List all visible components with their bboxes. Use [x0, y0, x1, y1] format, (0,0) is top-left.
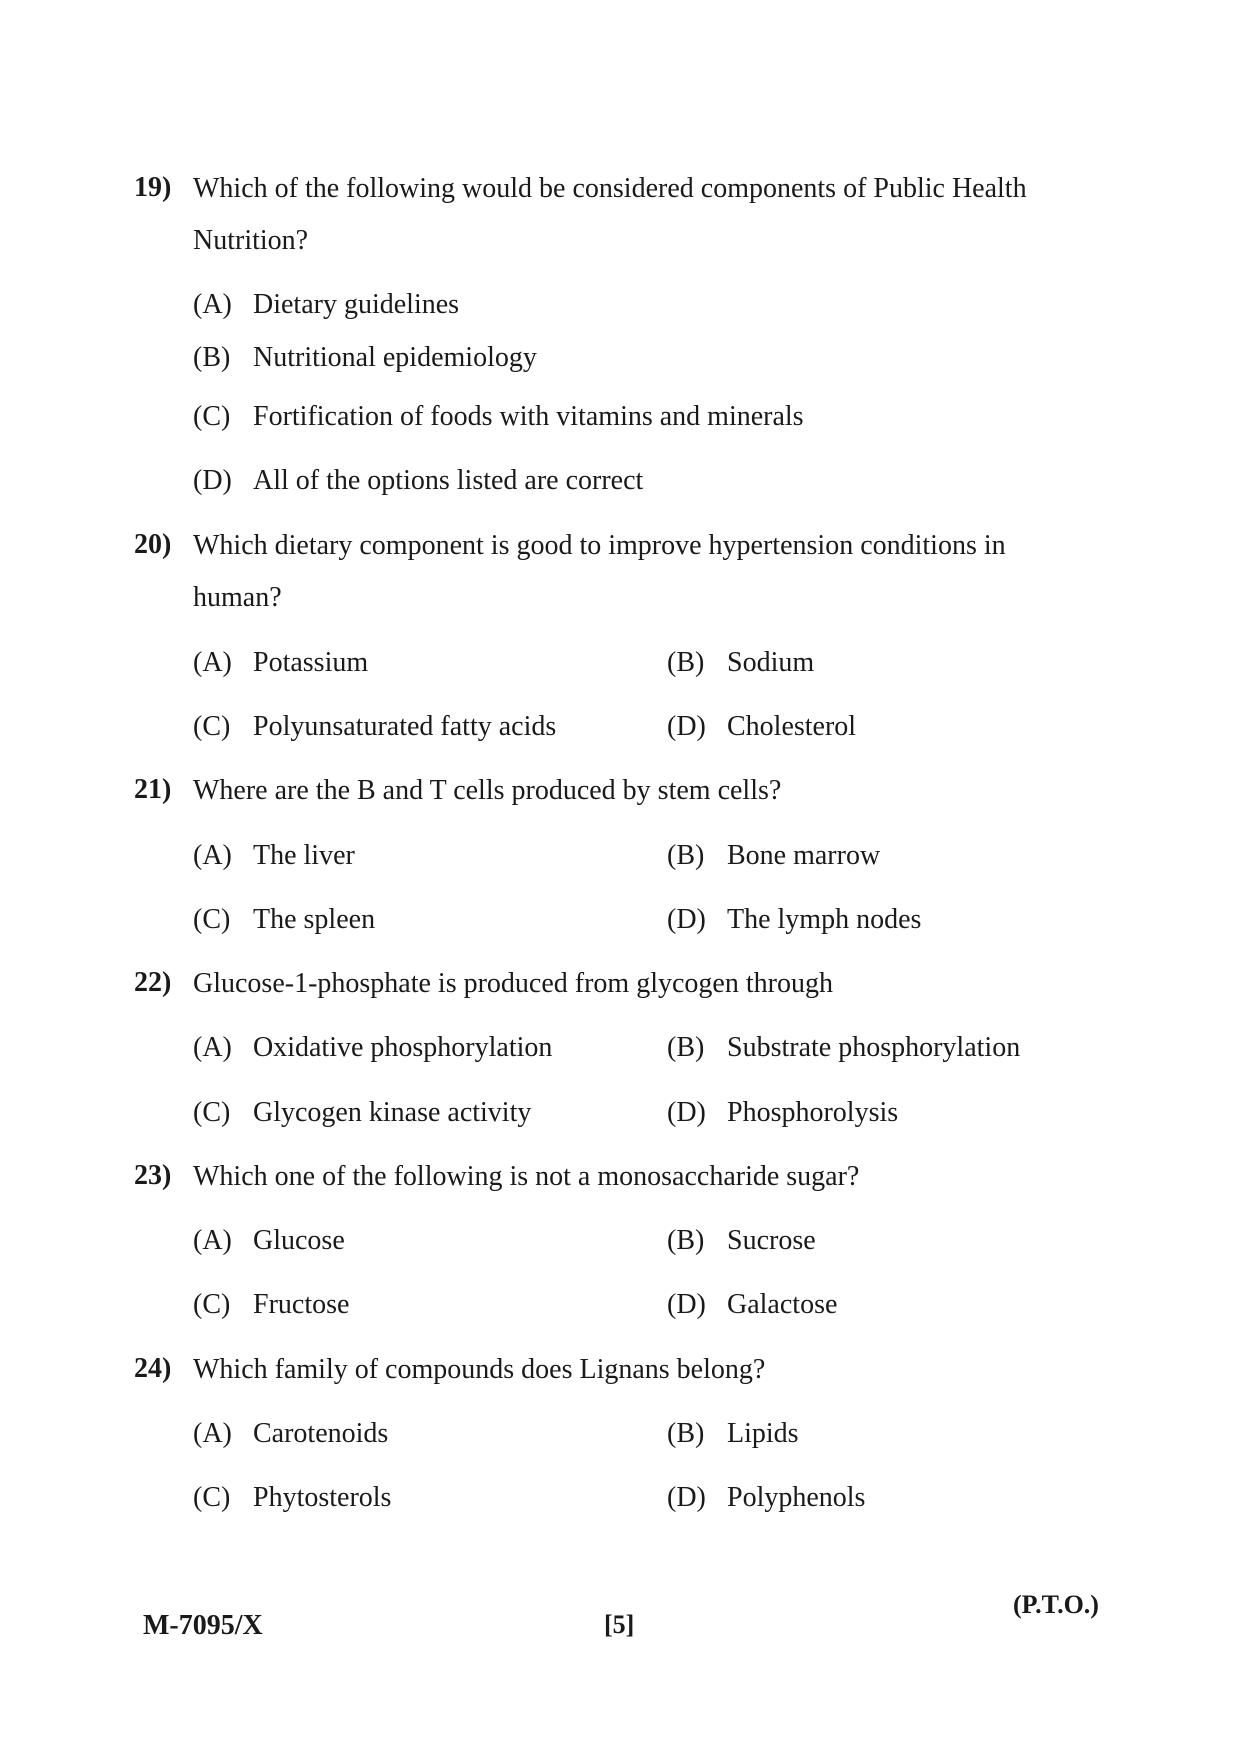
option-a: (A) Dietary guidelines [193, 289, 460, 320]
option-d: (D) Cholesterol [667, 711, 857, 742]
option-b: (B) Sodium [667, 647, 815, 678]
question-number: 20) [134, 529, 172, 560]
question-number: 24) [134, 1353, 172, 1384]
question-number: 23) [134, 1160, 172, 1191]
question-text: Which dietary component is good to improve hypertension conditions in human? [193, 530, 1006, 613]
option-d: (D) All of the options listed are correct [193, 465, 644, 496]
paper-code: M-7095/X [143, 1610, 263, 1641]
option-c: (C) Glycogen kinase activity [193, 1097, 532, 1128]
page-number: [5] [604, 1610, 635, 1639]
question-number: 19) [134, 172, 172, 203]
option-c: (C) Fructose [193, 1289, 350, 1320]
option-a: (A) Glucose [193, 1225, 345, 1256]
please-turn-over: (P.T.O.) [1013, 1590, 1099, 1619]
option-b: (B) Nutritional epidemiology [193, 342, 537, 373]
question-number: 21) [134, 774, 172, 805]
option-c: (C) Fortification of foods with vitamins and minerals [193, 401, 804, 432]
option-c: (C) Polyunsaturated fatty acids [193, 711, 557, 742]
question-text: Which family of compounds does Lignans belong? [193, 1354, 766, 1385]
option-d: (D) Polyphenols [667, 1482, 866, 1513]
option-d: (D) Phosphorolysis [667, 1097, 899, 1128]
option-a: (A) Potassium [193, 647, 369, 678]
option-b: (B) Substrate phosphorylation [667, 1032, 1021, 1063]
question-text: Which of the following would be considered components of Public Health Nutrition? [193, 173, 1027, 256]
question-number: 22) [134, 967, 172, 998]
question-text: Where are the B and T cells produced by stem cells? [193, 775, 782, 806]
question-text: Glucose-1-phosphate is produced from glycogen through [193, 968, 833, 999]
option-a: (A) The liver [193, 840, 355, 871]
option-a: (A) Oxidative phosphorylation [193, 1032, 553, 1063]
option-b: (B) Sucrose [667, 1225, 816, 1256]
option-c: (C) The spleen [193, 904, 376, 935]
option-a: (A) Carotenoids [193, 1418, 389, 1449]
option-c: (C) Phytosterols [193, 1482, 392, 1513]
option-b: (B) Bone marrow [667, 840, 881, 871]
option-d: (D) Galactose [667, 1289, 838, 1320]
question-text: Which one of the following is not a monosaccharide sugar? [193, 1161, 860, 1192]
option-d: (D) The lymph nodes [667, 904, 922, 935]
option-b: (B) Lipids [667, 1418, 799, 1449]
